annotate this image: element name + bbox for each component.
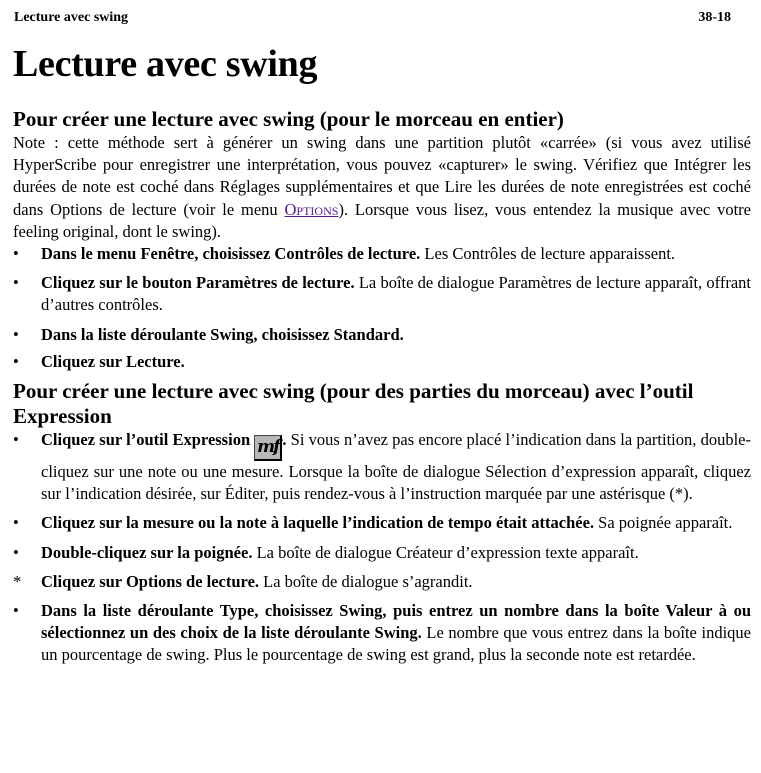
bullet-marker: •	[13, 513, 19, 533]
bullet-marker: •	[13, 601, 19, 621]
bullet-marker: •	[13, 244, 19, 264]
step-instruction: Cliquez sur le bouton Paramètres de lecture.	[41, 273, 355, 293]
list-item	[13, 542, 751, 564]
asterisk-marker: *	[13, 571, 22, 591]
page-title: Lecture avec swing	[13, 43, 318, 85]
list-item	[13, 324, 751, 346]
step-instruction: Dans la liste déroulante Swing, choisissez Standard.	[41, 324, 404, 344]
step-instruction: Cliquez sur l’outil Expression	[41, 430, 251, 450]
step-description: Le nombre que vous entrez dans la boîte indique un pourcentage de swing. Plus le pourcentage de swing est grand, plus la seconde note est retardée.	[41, 623, 751, 665]
bullet-marker: •	[13, 430, 19, 450]
step-instruction: Cliquez sur Lecture.	[41, 351, 185, 371]
list-item	[13, 351, 751, 373]
bullet-marker: •	[13, 273, 19, 293]
note-text-before: Note : cette méthode sert à générer un swing dans une partition plutôt «carrée» (si vous avez utilisé HyperScribe pour enregistrer une interprétation, vous pouvez «capturer» le swing. Vérifiez que Intégrer les durées de note est coché dans Réglages supplémentaires et que Lire les durées de note enregistrées est coché dans Options de lecture (voir le menu	[13, 133, 751, 219]
bullet-marker: •	[13, 351, 19, 371]
list-item	[13, 600, 751, 667]
step-description: La boîte de dialogue s’agrandit.	[259, 571, 473, 591]
step-description: Si vous n’avez pas encore placé l’indication dans la partition, double-cliquez sur une note ou une mesure. Lorsque la boîte de dialogue Sélection d’expression apparaît, cliquez sur l’indication désirée, sur Éditer, puis rendez-vous à l’instruction marquée par une astérisque (*).	[41, 430, 751, 504]
options-menu-link[interactable]: Options	[284, 199, 339, 219]
running-head-title: Lecture avec swing	[14, 10, 129, 25]
content	[13, 106, 751, 674]
steps-list-expression-tool	[13, 429, 751, 667]
note-paragraph	[13, 132, 751, 243]
steps-list-whole-piece	[13, 243, 751, 373]
page-number: 38-18	[698, 10, 731, 25]
running-head	[14, 10, 747, 26]
section-heading-expression-tool: Pour créer une lecture avec swing (pour des parties du morceau) avec l’outil Expression	[13, 379, 694, 429]
step-description: Les Contrôles de lecture apparaissent.	[420, 244, 676, 264]
list-item	[13, 571, 751, 593]
step-instruction: Cliquez sur la mesure ou la note à laquelle l’indication de tempo était attachée.	[41, 513, 595, 533]
step-instruction: Dans la liste déroulante Type, choisissez Swing, puis entrez un nombre dans la boîte Valeur à ou sélectionnez un des choix de la liste déroulante Swing.	[41, 601, 751, 643]
step-instruction: Dans le menu Fenêtre, choisissez Contrôles de lecture.	[41, 244, 421, 264]
step-instruction: Double-cliquez sur la poignée.	[41, 542, 253, 562]
step-description: Sa poignée apparaît.	[594, 513, 733, 533]
expression-tool-icon: mf	[254, 435, 282, 461]
list-item	[13, 512, 751, 534]
list-item	[13, 429, 751, 505]
step-instruction-period: .	[282, 430, 287, 450]
step-description: La boîte de dialogue Paramètres de lecture apparaît, offrant d’autres contrôles.	[41, 273, 751, 315]
list-item	[13, 243, 751, 265]
note-text-after: ). Lorsque vous lisez, vous entendez la musique avec votre feeling original, dont le swing).	[13, 199, 751, 241]
bullet-marker: •	[13, 324, 19, 344]
list-item	[13, 272, 751, 316]
step-instruction: Cliquez sur Options de lecture.	[41, 571, 260, 591]
section-heading-whole-piece: Pour créer une lecture avec swing (pour le morceau en entier)	[13, 107, 564, 131]
bullet-marker: •	[13, 542, 19, 562]
step-description: La boîte de dialogue Créateur d’expression texte apparaît.	[252, 542, 639, 562]
